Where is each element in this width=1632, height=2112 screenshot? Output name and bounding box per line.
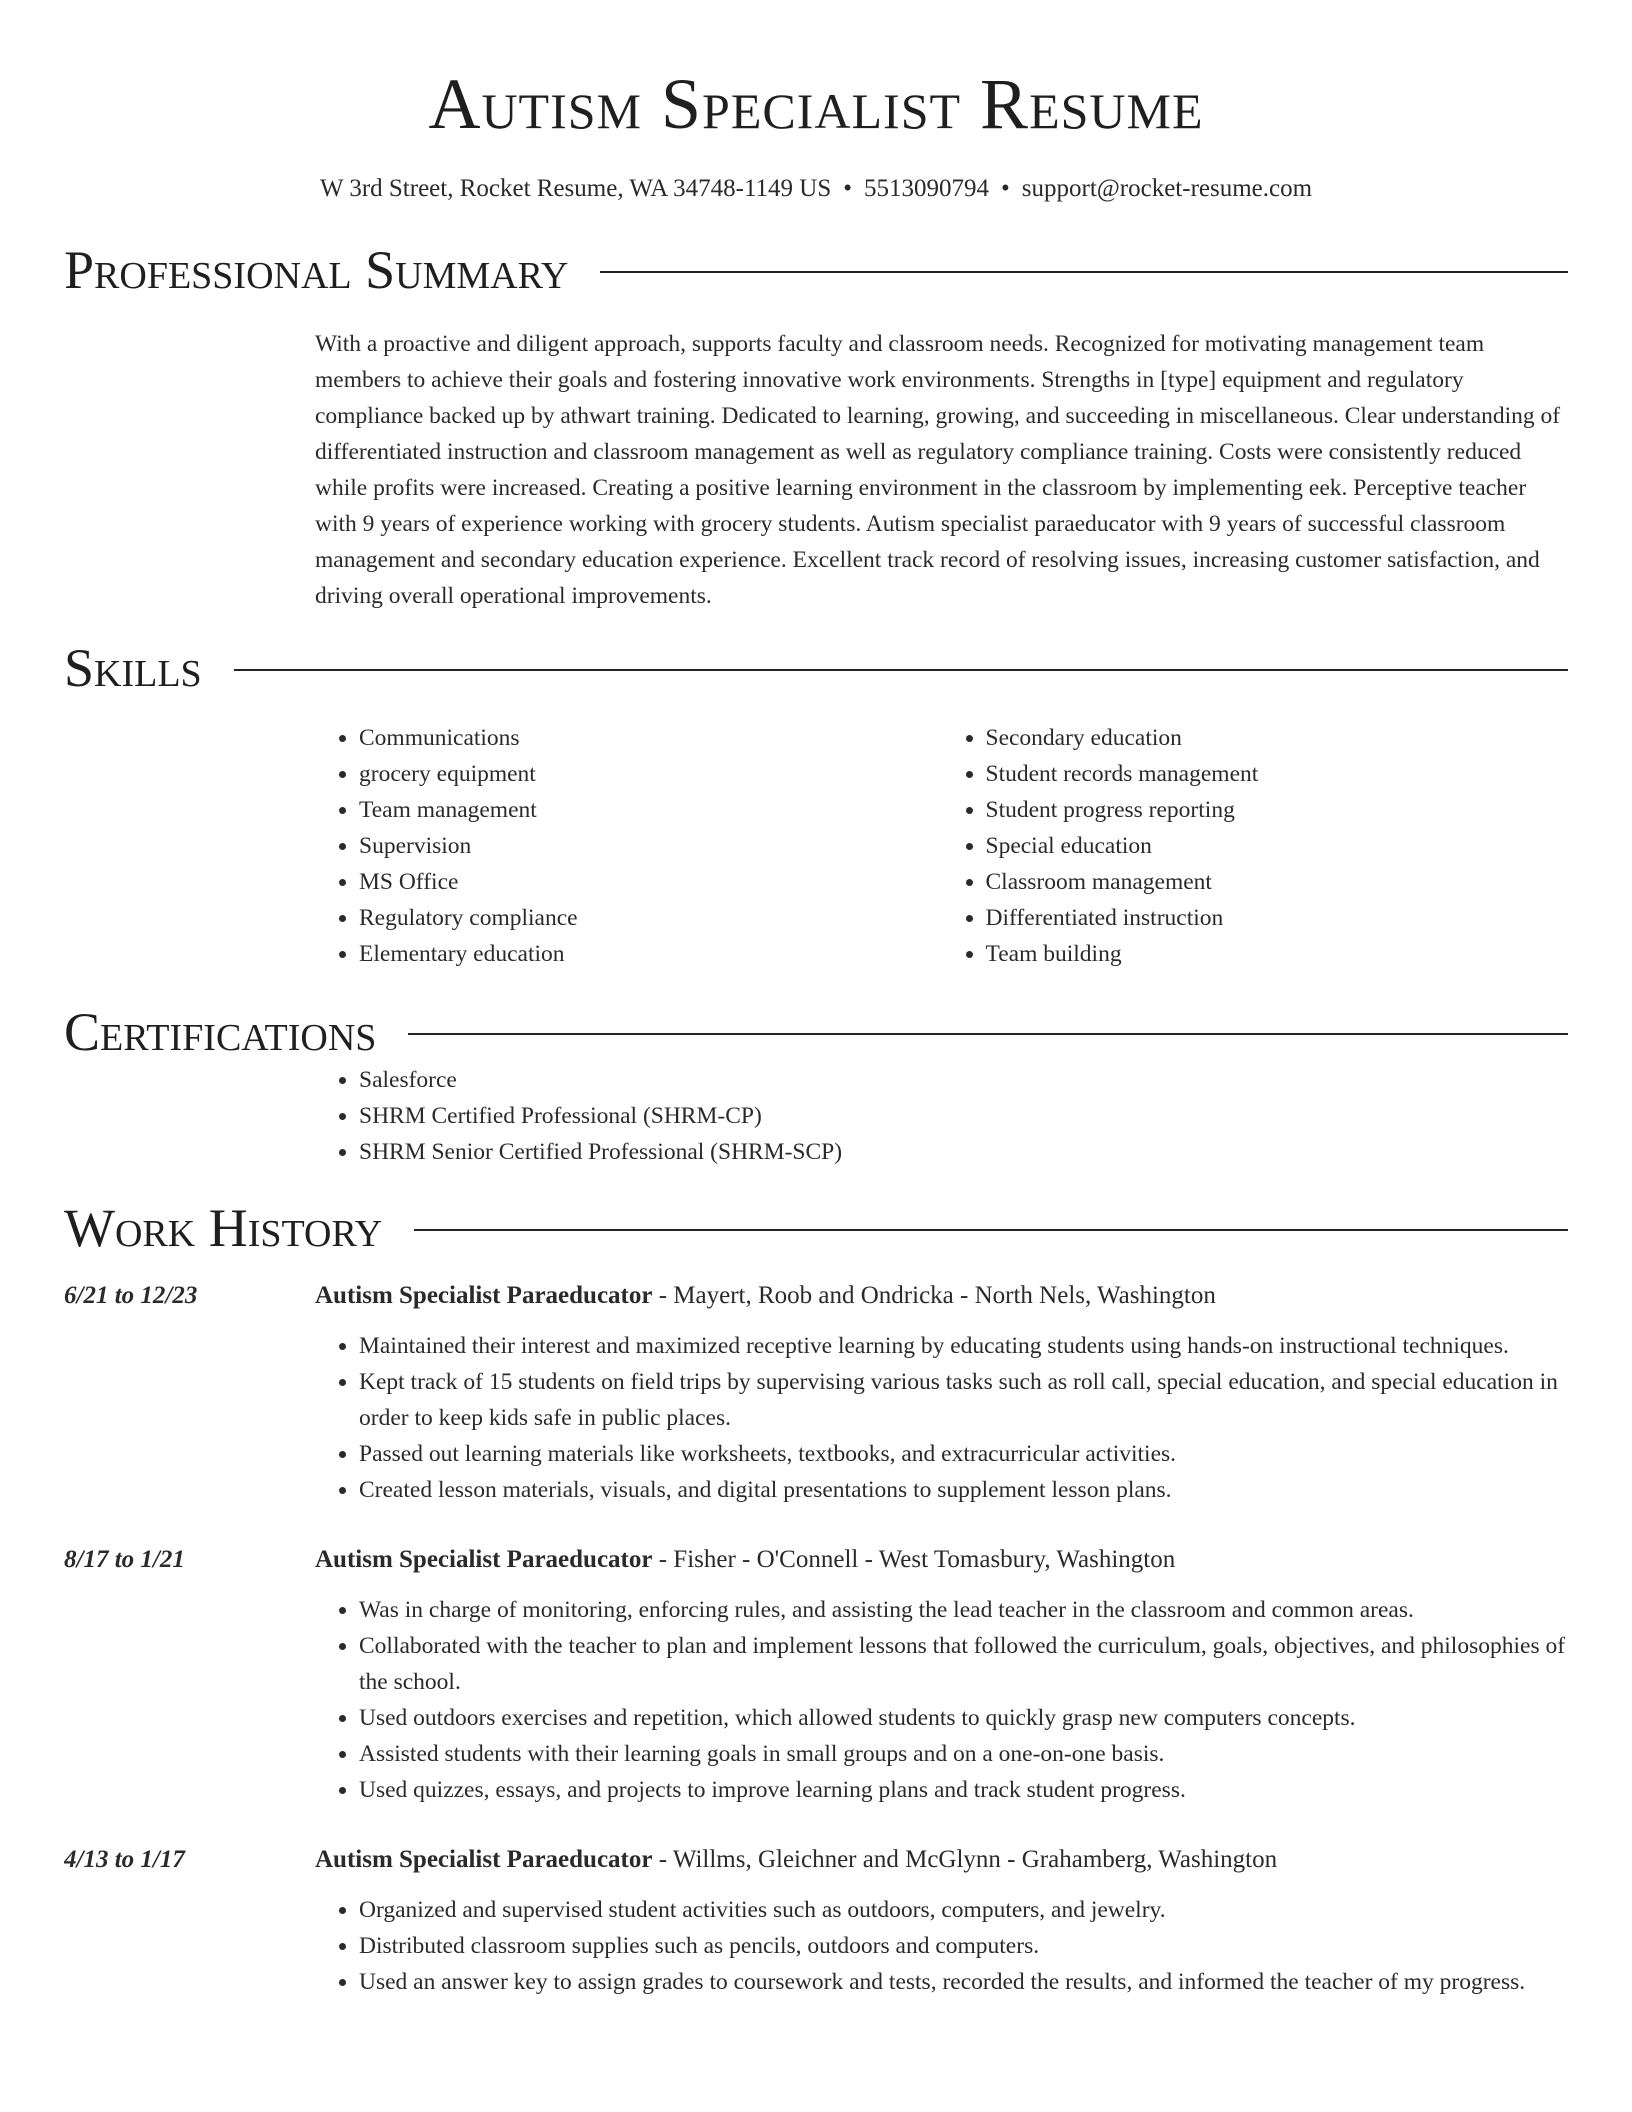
job-bullet: • Used an answer key to assign grades to coursework and tests, recorded the results, and informed the teacher of my progress. [359, 1964, 1568, 2000]
job-title: Autism Specialist Paraeducator [315, 1282, 653, 1309]
certification-item: • SHRM Senior Certified Professional (SHRM-SCP) [359, 1134, 1568, 1170]
skill-item: • grocery equipment [359, 756, 942, 792]
section-divider [408, 1033, 1568, 1035]
certifications-section [315, 1062, 1568, 1170]
contact-address: W 3rd Street, Rocket Resume, WA 34748-1149 US [319, 175, 832, 202]
section-divider [600, 271, 1568, 273]
contact-separator: • [1001, 175, 1010, 202]
job-details [315, 1842, 1568, 2000]
certifications-section-heading [64, 1002, 1568, 1062]
skills-list-left [315, 720, 942, 972]
skill-item: • Special education [986, 828, 1569, 864]
skill-item: • Communications [359, 720, 942, 756]
contact-phone: 5513090794 [864, 175, 989, 202]
job-details [315, 1278, 1568, 1508]
job-bullet: • Used outdoors exercises and repetition, which allowed students to quickly grasp new computers concepts. [359, 1700, 1568, 1736]
skill-item: • Student records management [986, 756, 1569, 792]
work-heading: Work History [64, 1198, 383, 1258]
contact-email: support@rocket-resume.com [1021, 175, 1313, 202]
resume-title: Autism Specialist Resume [428, 64, 1204, 144]
job-bullet: • Created lesson materials, visuals, and digital presentations to supplement lesson plans. [359, 1472, 1568, 1508]
summary-heading: Professional Summary [64, 240, 569, 300]
job-header [315, 1542, 1568, 1578]
summary-section [315, 326, 1568, 614]
work-section-heading [64, 1198, 1568, 1258]
contact-separator: • [843, 175, 852, 202]
skill-item: • Team building [986, 936, 1569, 972]
job-bullet: • Maintained their interest and maximized receptive learning by educating students using hands-on instructional techniques. [359, 1328, 1568, 1364]
skills-heading: Skills [64, 638, 202, 698]
section-divider [234, 669, 1568, 671]
skill-item: • Differentiated instruction [986, 900, 1569, 936]
job-employer-location: - Fisher - O'Connell - West Tomasbury, Washington [652, 1546, 1176, 1573]
skills-list-right [942, 720, 1569, 972]
section-divider [414, 1229, 1568, 1231]
resume-page [64, 0, 1568, 2112]
job-bullets [315, 1328, 1568, 1508]
certifications-list [315, 1062, 1568, 1170]
job-bullet: • Passed out learning materials like worksheets, textbooks, and extracurricular activities. [359, 1436, 1568, 1472]
job-dates: 4/13 to 1/17 [64, 1846, 185, 1873]
job-entry [64, 1842, 1568, 2000]
job-bullets [315, 1892, 1568, 2000]
job-bullet: • Used quizzes, essays, and projects to improve learning plans and track student progress. [359, 1772, 1568, 1808]
skill-item: • Student progress reporting [986, 792, 1569, 828]
job-bullet: • Assisted students with their learning goals in small groups and on a one-on-one basis. [359, 1736, 1568, 1772]
skill-item: • Elementary education [359, 936, 942, 972]
job-employer-location: - Mayert, Roob and Ondricka - North Nels, Washington [652, 1282, 1216, 1309]
job-bullet: • Kept track of 15 students on field trips by supervising various tasks such as roll call, special education, and special education in order to keep kids safe in public places. [359, 1364, 1568, 1436]
job-header [315, 1842, 1568, 1878]
certification-item: • Salesforce [359, 1062, 1568, 1098]
job-dates: 8/17 to 1/21 [64, 1546, 185, 1573]
skill-item: • Team management [359, 792, 942, 828]
contact-line [64, 174, 1568, 204]
skills-section [315, 720, 1568, 972]
skills-section-heading [64, 638, 1568, 698]
job-entry [64, 1542, 1568, 1808]
skill-item: • MS Office [359, 864, 942, 900]
job-header [315, 1278, 1568, 1314]
certification-item: • SHRM Certified Professional (SHRM-CP) [359, 1098, 1568, 1134]
job-bullet: • Organized and supervised student activities such as outdoors, computers, and jewelry. [359, 1892, 1568, 1928]
summary-text: With a proactive and diligent approach, supports faculty and classroom needs. Recognized for motivating management team members to achieve their goals and fostering innovative work environments. Strengths in [type] equipment and regulatory compliance backed up by athwart training. Dedicated to learning, growing, and succeeding in miscellaneous. Clear understanding of differentiated instruction and classroom management as well as regulatory compliance training. Costs were consistently reduced while profits were increased. Creating a positive learning environment in the classroom by implementing eek. Perceptive teacher with 9 years of experience working with grocery students. Autism specialist paraeducator with 9 years of successful classroom management and secondary education experience. Excellent track record of resolving issues, increasing customer satisfaction, and driving overall operational improvements. [315, 331, 1561, 609]
skills-columns [315, 720, 1568, 972]
job-entry [64, 1278, 1568, 1508]
job-bullets [315, 1592, 1568, 1808]
certifications-heading: Certifications [64, 1002, 377, 1062]
job-employer-location: - Willms, Gleichner and McGlynn - Grahamberg, Washington [652, 1846, 1278, 1873]
job-title: Autism Specialist Paraeducator [315, 1846, 653, 1873]
summary-section-heading [64, 240, 1568, 300]
skill-item: • Secondary education [986, 720, 1569, 756]
job-title: Autism Specialist Paraeducator [315, 1546, 653, 1573]
job-bullet: • Collaborated with the teacher to plan and implement lessons that followed the curriculum, goals, objectives, and philosophies of the school. [359, 1628, 1568, 1700]
job-bullet: • Was in charge of monitoring, enforcing rules, and assisting the lead teacher in the classroom and common areas. [359, 1592, 1568, 1628]
job-details [315, 1542, 1568, 1808]
job-dates: 6/21 to 12/23 [64, 1282, 198, 1309]
skill-item: • Regulatory compliance [359, 900, 942, 936]
skill-item: • Supervision [359, 828, 942, 864]
job-bullet: • Distributed classroom supplies such as pencils, outdoors and computers. [359, 1928, 1568, 1964]
skill-item: • Classroom management [986, 864, 1569, 900]
